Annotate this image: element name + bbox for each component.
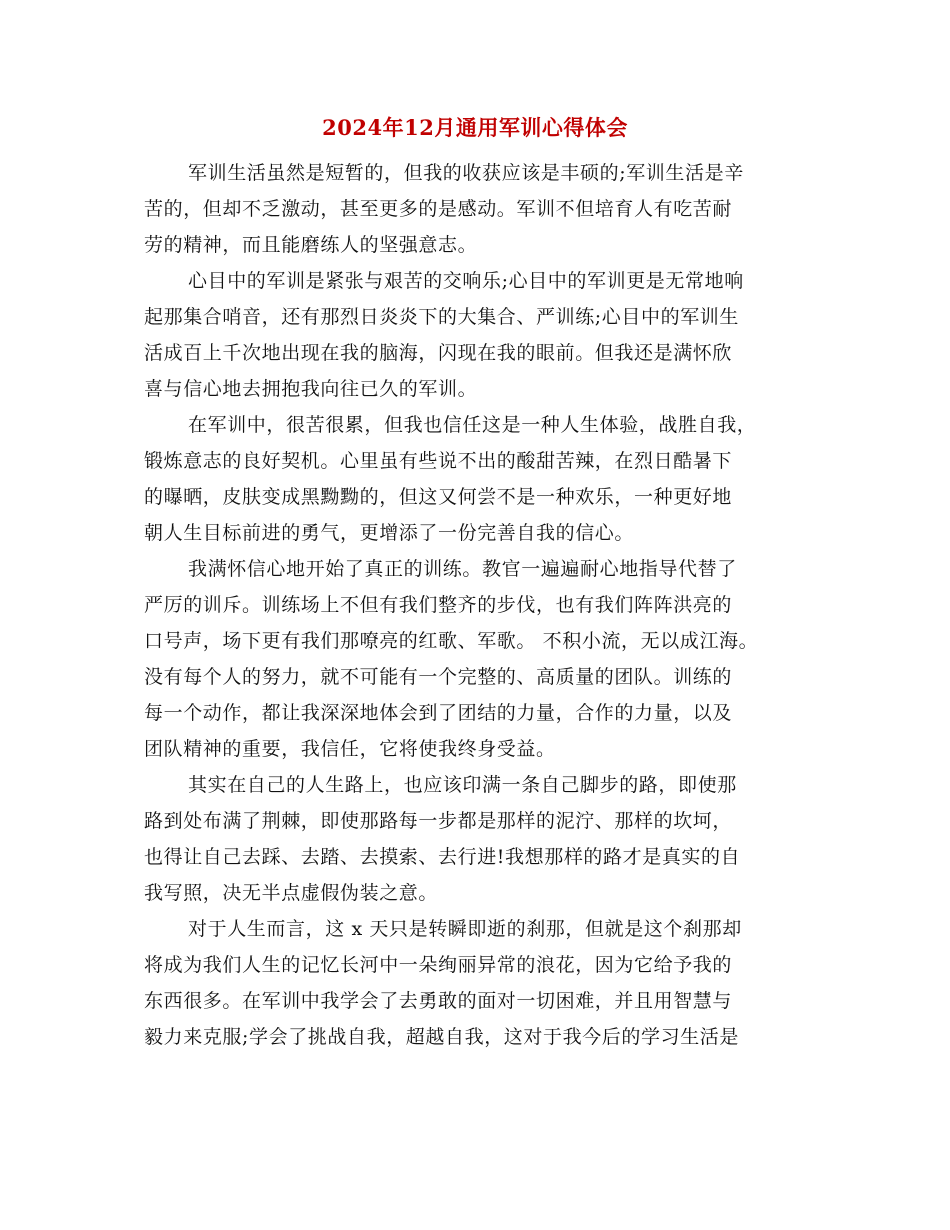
paragraph-line: 也得让自己去踩、去踏、去摸索、去行进!我想那样的路才是真实的自 [144, 846, 741, 868]
paragraph-line: 朝人生目标前进的勇气，更增添了一份完善自我的信心。 [144, 522, 635, 544]
paragraph-3 [144, 407, 814, 551]
paragraph-line: 我写照，决无半点虚假伪装之意。 [144, 882, 439, 904]
paragraph-line: 严厉的训斥。训练场上不但有我们整齐的步伐，也有我们阵阵洪亮的 [144, 594, 733, 616]
paragraph-line: 东西很多。在军训中我学会了去勇敢的面对一切困难，并且用智慧与 [144, 990, 733, 1012]
paragraph-line: 起那集合哨音，还有那烈日炎炎下的大集合、严训练;心目中的军训生 [144, 306, 740, 328]
paragraph-line: 苦的，但却不乏激动，甚至更多的是感动。军训不但培育人有吃苦耐 [144, 198, 733, 220]
paragraph-line: 毅力来克服;学会了挑战自我，超越自我，这对于我今后的学习生活是 [144, 1026, 740, 1048]
paragraph-line: 将成为我们人生的记忆长河中一朵绚丽异常的浪花，因为它给予我的 [144, 954, 733, 976]
paragraph-5 [144, 767, 814, 911]
paragraph-2 [144, 263, 814, 407]
paragraph-line: 没有每个人的努力，就不可能有一个完整的、高质量的团队。训练的 [144, 666, 733, 688]
paragraph-line: 心目中的军训是紧张与艰苦的交响乐;心目中的军训更是无常地响 [188, 270, 744, 292]
paragraph-4 [144, 551, 814, 767]
paragraph-line: 在军训中，很苦很累，但我也信任这是一种人生体验，战胜自我， [188, 414, 757, 436]
document-title: 2024年12月通用军训心得体会 [322, 115, 628, 140]
paragraph-line: 的曝晒，皮肤变成黑黝黝的，但这又何尝不是一种欢乐，一种更好地 [144, 486, 733, 508]
paragraph-line: 团队精神的重要，我信任，它将使我终身受益。 [144, 738, 556, 760]
paragraph-line: 军训生活虽然是短暂的，但我的收获应该是丰硕的;军训生活是辛 [188, 162, 744, 184]
paragraph-6 [144, 911, 814, 1055]
paragraph-line: 劳的精神，而且能磨练人的坚强意志。 [144, 234, 478, 256]
paragraph-line: 每一个动作，都让我深深地体会到了团结的力量，合作的力量，以及 [144, 702, 733, 724]
paragraph-line: 喜与信心地去拥抱我向往已久的军训。 [144, 378, 478, 400]
paragraph-line: 锻炼意志的良好契机。心里虽有些说不出的酸甜苦辣，在烈日酷暑下 [144, 450, 733, 472]
paragraph-line: 活成百上千次地出现在我的脑海，闪现在我的眼前。但我还是满怀欣 [144, 342, 733, 364]
paragraph-line: 路到处布满了荆棘，即使那路每一步都是那样的泥泞、那样的坎坷， [144, 810, 733, 832]
paragraph-line: 对于人生而言，这 x 天只是转瞬即逝的刹那，但就是这个刹那却 [188, 918, 742, 940]
paragraph-line: 其实在自己的人生路上，也应该印满一条自己脚步的路，即使那 [188, 774, 737, 796]
paragraph-1 [144, 155, 814, 263]
document-body [144, 155, 814, 1055]
paragraph-line: 我满怀信心地开始了真正的训练。教官一遍遍耐心地指导代替了 [188, 558, 737, 580]
paragraph-line: 口号声，场下更有我们那嘹亮的红歌、军歌。 不积小流，无以成江海。 [144, 630, 759, 652]
